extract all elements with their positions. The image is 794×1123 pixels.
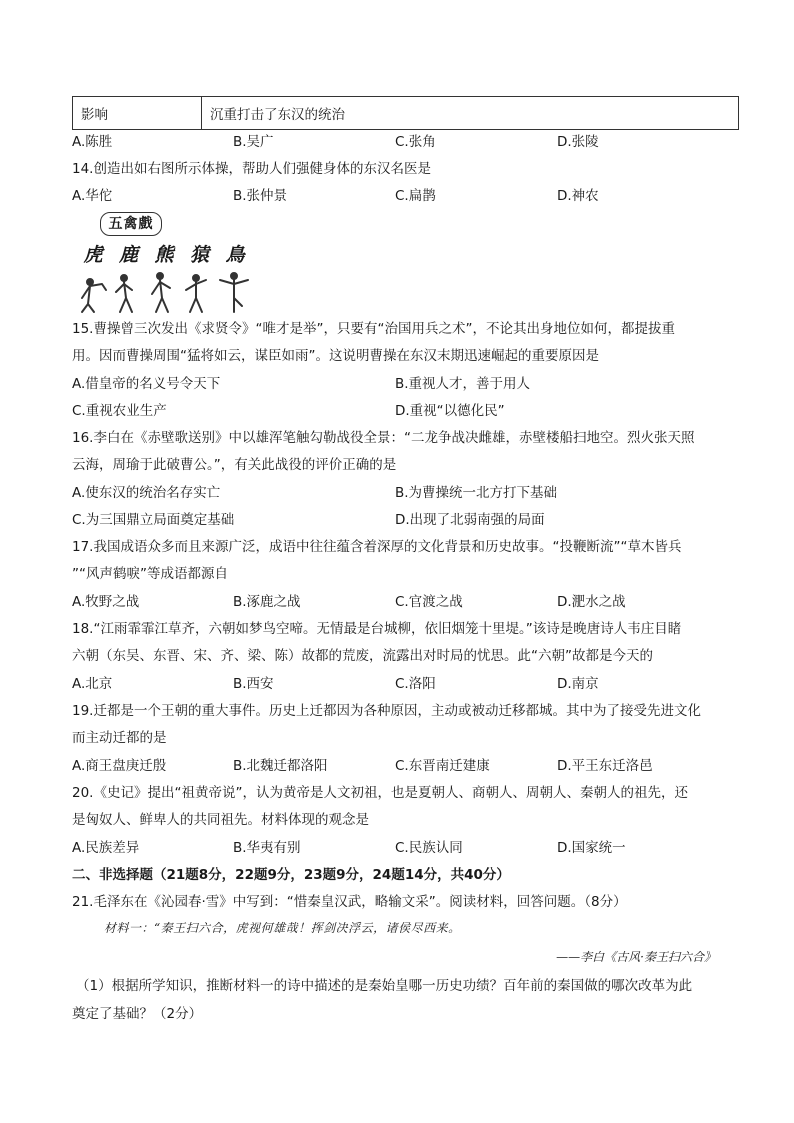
animal-label: 熊 xyxy=(154,244,174,266)
q13-options xyxy=(72,132,752,152)
bird-pose-figure xyxy=(220,273,248,312)
table-label-cell: 影响 xyxy=(73,97,202,130)
option-d: D.淝水之战 xyxy=(557,594,626,610)
option-c: C.扁鹊 xyxy=(395,188,436,204)
option-b: B.吴广 xyxy=(233,134,274,150)
section-heading: 二、非选择题（21题8分，22题9分，23题9分，24题14分，共40分） xyxy=(72,867,510,883)
tiger-pose-figure xyxy=(82,279,106,312)
q16-stem-line2: 云海，周瑜于此破曹公。”，有关此战役的评价正确的是 xyxy=(72,457,397,473)
figure-animal-labels xyxy=(76,240,252,267)
option-c: C.东晋南迁建康 xyxy=(395,758,490,774)
option-a: A.使东汉的统治名存实亡 xyxy=(72,485,221,501)
q20-stem-line2: 是匈奴人、鲜卑人的共同祖先。材料体现的观念是 xyxy=(72,812,369,828)
option-d: D.神农 xyxy=(557,188,599,204)
q17-stem-line2: ”“风声鹤唳”等成语都源自 xyxy=(72,566,228,582)
animal-label: 猿 xyxy=(189,244,209,266)
option-d: D.国家统一 xyxy=(557,840,626,856)
material-source: ——李白《古风·秦王扫六合》 xyxy=(556,950,716,964)
exercise-figures-drawing xyxy=(74,268,254,314)
q18-options xyxy=(72,674,752,694)
five-animal-exercise-figure xyxy=(74,210,254,314)
option-b: B.张仲景 xyxy=(233,188,288,204)
animal-label: 虎 xyxy=(83,244,103,266)
option-b: B.北魏迁都洛阳 xyxy=(233,758,328,774)
q20-stem-line1: 20.《史记》提出“祖黄帝说”，认为黄帝是人文初祖，也是夏朝人、商朝人、周朝人、秦朝人的祖先，还 xyxy=(72,785,688,801)
q21-sub1-line2: 奠定了基础？（2分） xyxy=(72,1006,203,1022)
option-a: A.北京 xyxy=(72,676,113,692)
q16-stem-line1: 16.李白在《赤壁歌送别》中以雄浑笔触勾勒战役全景：“二龙争战决雌雄，赤壁楼船扫地空。烈火张天照 xyxy=(72,430,695,446)
q14-options xyxy=(72,186,752,206)
material-one: 材料一：“秦王扫六合，虎视何雄哉！挥剑决浮云，诸侯尽西来。 xyxy=(104,921,461,935)
q21-sub1-line1: （1）根据所学知识，推断材料一的诗中描述的是秦始皇哪一历史功绩？百年前的秦国做的哪次改革为此 xyxy=(76,978,693,994)
option-b: B.重视人才，善于用人 xyxy=(395,376,531,392)
q15-options-row2 xyxy=(72,401,752,421)
q19-options xyxy=(72,756,752,776)
option-d: D.出现了北弱南强的局面 xyxy=(395,512,545,528)
option-c: C.官渡之战 xyxy=(395,594,463,610)
option-c: C.张角 xyxy=(395,134,436,150)
figure-title: 五禽戲 xyxy=(100,212,162,236)
q19-stem-line2: 而主动迁都的是 xyxy=(72,730,167,746)
q20-options xyxy=(72,838,752,858)
option-d: D.平王东迁洛邑 xyxy=(557,758,653,774)
q17-stem-line1: 17.我国成语众多而且来源广泛，成语中往往蕴含着深厚的文化背景和历史故事。“投鞭断流”“草木皆兵 xyxy=(72,539,682,555)
option-d: D.重视“以德化民” xyxy=(395,403,505,419)
ape-pose-figure xyxy=(186,275,206,312)
q15-options-row1 xyxy=(72,374,752,394)
option-a: A.民族差异 xyxy=(72,840,140,856)
q21-stem: 21.毛泽东在《沁园春·雪》中写到：“惜秦皇汉武，略输文采”。阅读材料，回答问题。（8分） xyxy=(72,894,627,910)
q14-stem: 14.创造出如右图所示体操，帮助人们强健身体的东汉名医是 xyxy=(72,161,431,177)
q17-options xyxy=(72,592,752,612)
option-a: A.华佗 xyxy=(72,188,113,204)
animal-label: 鳥 xyxy=(225,244,245,266)
option-b: B.为曹操统一北方打下基础 xyxy=(395,485,558,501)
option-d: D.南京 xyxy=(557,676,599,692)
q18-stem-line2: 六朝（东吴、东晋、宋、齐、梁、陈）故都的荒废，流露出对时局的忧思。此“六朝”故都是今天的 xyxy=(72,648,653,664)
table-row xyxy=(73,97,739,130)
option-b: B.涿鹿之战 xyxy=(233,594,301,610)
q18-stem-line1: 18.“江雨霏霏江草齐，六朝如梦鸟空啼。无情最是台城柳，依旧烟笼十里堤。”该诗是晚唐诗人韦庄目睹 xyxy=(72,621,682,637)
option-c: C.民族认同 xyxy=(395,840,463,856)
option-b: B.西安 xyxy=(233,676,274,692)
bear-pose-figure xyxy=(152,273,170,312)
table-value-cell: 沉重打击了东汉的统治 xyxy=(202,97,739,130)
option-a: A.借皇帝的名义号令天下 xyxy=(72,376,221,392)
option-c: C.为三国鼎立局面奠定基础 xyxy=(72,512,235,528)
option-b: B.华夷有别 xyxy=(233,840,301,856)
option-d: D.张陵 xyxy=(557,134,599,150)
q15-stem-line2: 用。因而曹操周围“猛将如云，谋臣如雨”。这说明曹操在东汉末期迅速崛起的重要原因是 xyxy=(72,348,599,364)
answer-table xyxy=(72,96,739,130)
option-c: C.洛阳 xyxy=(395,676,436,692)
option-c: C.重视农业生产 xyxy=(72,403,167,419)
q19-stem-line1: 19.迁都是一个王朝的重大事件。历史上迁都因为各种原因，主动或被动迁移都城。其中为了接受先进文化 xyxy=(72,703,701,719)
option-a: A.陈胜 xyxy=(72,134,113,150)
q16-options-row2 xyxy=(72,510,752,530)
option-a: A.商王盘庚迁殷 xyxy=(72,758,167,774)
q16-options-row1 xyxy=(72,483,752,503)
q15-stem-line1: 15.曹操曾三次发出《求贤令》“唯才是举”，只要有“治国用兵之术”，不论其出身地位如何，都提拔重 xyxy=(72,321,675,337)
deer-pose-figure xyxy=(116,275,132,312)
animal-label: 鹿 xyxy=(118,244,138,266)
option-a: A.牧野之战 xyxy=(72,594,140,610)
